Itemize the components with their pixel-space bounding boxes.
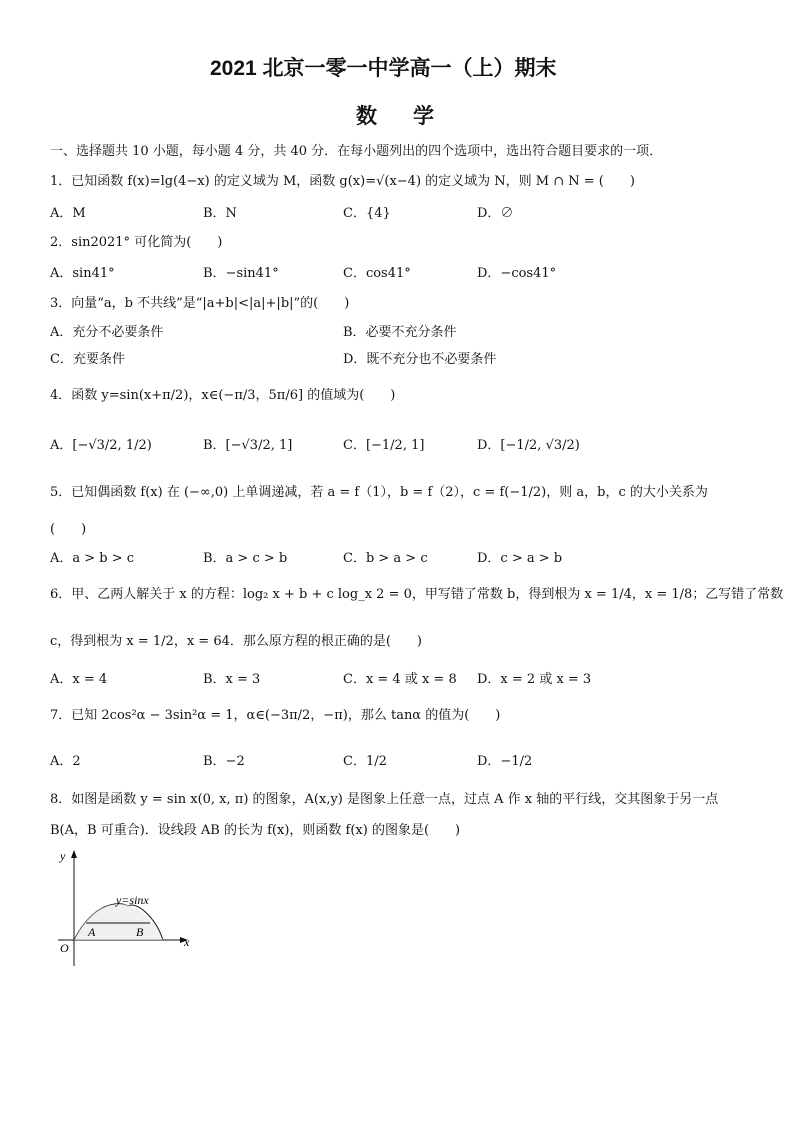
subject-title: 数学 bbox=[356, 105, 470, 128]
q8-stem-line1: 8．如图是函数 y = sin x(0, x, π) 的图象，A(x,y) 是图象上任意一点，过点 A 作 x 轴的平行线，交其图象于另一点 bbox=[50, 792, 719, 807]
q3-option-a: A．充分不必要条件 bbox=[50, 325, 164, 340]
y-axis-arrow-icon bbox=[71, 850, 77, 858]
q6-stem-line1: 6．甲、乙两人解关于 x 的方程：log₂ x + b + c log_x 2 = 0，甲写错了常数 b，得到根为 x = 1/4，x = 1/8；乙写错了常数 bbox=[50, 587, 784, 602]
q4-option-a: A．[−√3/2, 1/2) bbox=[50, 438, 152, 453]
q3-option-d: D．既不充分也不必要条件 bbox=[343, 352, 497, 367]
q4-option-d: D．[−1/2, √3/2) bbox=[477, 438, 580, 453]
q7-option-b: B．−2 bbox=[203, 754, 245, 769]
q4-option-b: B．[−√3/2, 1] bbox=[203, 438, 293, 453]
q6-option-b: B．x = 3 bbox=[203, 672, 261, 687]
q5-stem-line1: 5．已知偶函数 f(x) 在 (−∞,0) 上单调递减，若 a = f（1），b = f（2），c = f(−1/2)，则 a，b，c 的大小关系为 bbox=[50, 485, 708, 500]
q2-option-b: B．−sin41° bbox=[203, 266, 279, 281]
q7-option-c: C．1/2 bbox=[343, 754, 387, 769]
q6-stem-line2: c，得到根为 x = 1/2，x = 64．那么原方程的根正确的是( ) bbox=[50, 634, 422, 649]
q7-option-d: D．−1/2 bbox=[477, 754, 533, 769]
point-a-label: A bbox=[88, 925, 96, 939]
q1-stem: 1．已知函数 f(x)=lg(4−x) 的定义域为 M，函数 g(x)=√(x−4) 的定义域为 N，则 M ∩ N = ( ) bbox=[50, 174, 635, 189]
x-axis-label: x bbox=[184, 935, 190, 949]
q1-option-b: B．N bbox=[203, 206, 237, 221]
q1-option-c: C．{4} bbox=[343, 206, 391, 221]
q4-stem: 4．函数 y=sin(x+π/2)，x∈(−π/3，5π/6] 的值域为( ) bbox=[50, 388, 396, 403]
origin-label: O bbox=[60, 941, 69, 955]
page-title: 2021 北京一零一中学高一（上）期末 bbox=[210, 57, 557, 80]
q5-option-b: B．a > c > b bbox=[203, 551, 288, 566]
sine-figure bbox=[50, 846, 200, 971]
q5-option-c: C．b > a > c bbox=[343, 551, 428, 566]
q6-option-c: C．x = 4 或 x = 8 bbox=[343, 672, 457, 687]
q4-option-c: C．[−1/2, 1] bbox=[343, 438, 425, 453]
q2-stem: 2．sin2021° 可化简为( ) bbox=[50, 235, 223, 250]
q7-stem: 7．已知 2cos²α − 3sin²α = 1，α∈(−3π/2，−π)，那么 tanα 的值为( ) bbox=[50, 708, 501, 723]
q7-option-a: A．2 bbox=[50, 754, 81, 769]
curve-label: y=sinx bbox=[116, 893, 149, 907]
q6-option-a: A．x = 4 bbox=[50, 672, 108, 687]
q2-option-c: C．cos41° bbox=[343, 266, 411, 281]
q2-option-d: D．−cos41° bbox=[477, 266, 557, 281]
q1-option-d: D．∅ bbox=[477, 206, 514, 221]
q2-option-a: A．sin41° bbox=[50, 266, 115, 281]
q3-stem: 3．向量“a，b 不共线”是“|a+b|<|a|+|b|”的( ) bbox=[50, 296, 350, 311]
y-axis-label: y bbox=[60, 849, 66, 863]
section-intro: 一、选择题共 10 小题，每小题 4 分，共 40 分．在每小题列出的四个选项中，选出符合题目要求的一项． bbox=[50, 144, 663, 159]
q5-stem-line2: ( ) bbox=[50, 522, 87, 537]
q1-option-a: A．M bbox=[50, 206, 86, 221]
q5-option-a: A．a > b > c bbox=[50, 551, 135, 566]
q3-option-b: B．必要不充分条件 bbox=[343, 325, 457, 340]
q5-option-d: D．c > a > b bbox=[477, 551, 563, 566]
q8-stem-line2: B(A，B 可重合)．设线段 AB 的长为 f(x)，则函数 f(x) 的图象是( ) bbox=[50, 823, 461, 838]
point-b-label: B bbox=[136, 925, 144, 939]
q6-option-d: D．x = 2 或 x = 3 bbox=[477, 672, 592, 687]
q3-option-c: C．充要条件 bbox=[50, 352, 125, 367]
